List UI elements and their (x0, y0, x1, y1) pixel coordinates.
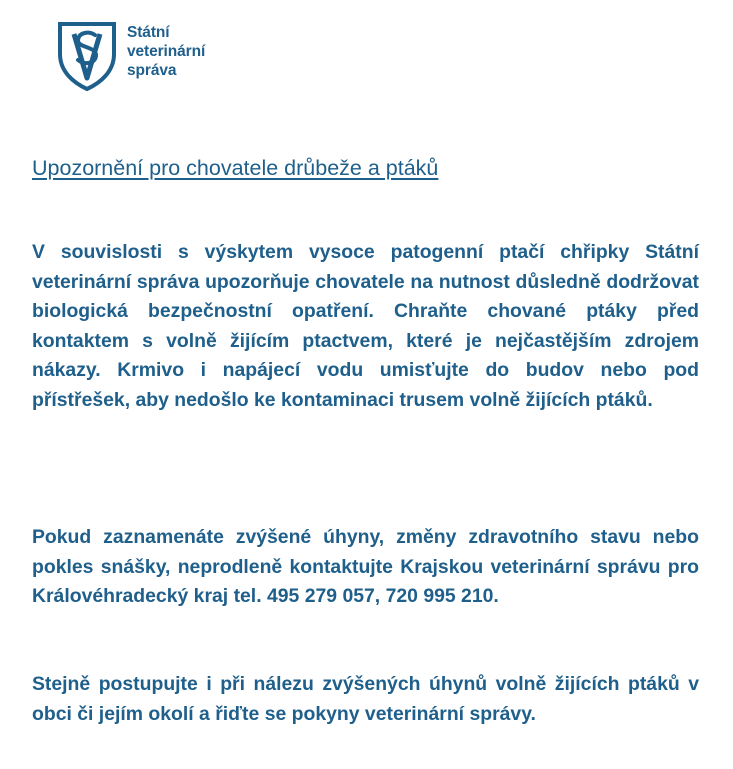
notice-paragraph-biosecurity: V souvislosti s výskytem vysoce patogenní ptačí chřipky Státní veterinární správa upozorňuje chovatele na nutnost důsledně dodržovat biologická bezpečnostní opatření. Chraňte chované ptáky před kontaktem s volně žijícím ptactvem, které je nejčastějším zdrojem nákazy. Krmivo i napájecí vodu umisťujte do budov nebo pod přístřešek, aby nedošlo ke kontaminaci trusem volně žijících ptáků. (32, 241, 699, 411)
logo-text (127, 23, 205, 80)
logo-line-1: Státní (127, 24, 170, 41)
svs-shield-emblem-icon (56, 20, 118, 92)
svs-logo (56, 20, 205, 92)
notice-title: Upozornění pro chovatele drůbeže a ptáků (32, 156, 439, 180)
notice-paragraph-wild-birds: Stejně postupujte i při nálezu zvýšených úhynů volně žijících ptáků v obci či jejím okolí a řiďte se pokyny veterinární správy. (32, 673, 699, 725)
logo-line-3: správa (127, 62, 177, 79)
notice-paragraph-contact: Pokud zaznamenáte zvýšené úhyny, změny zdravotního stavu nebo pokles snášky, neprodleně kontaktujte Krajskou veterinární správu pro Královéhradecký kraj tel. 495 279 057, 720 995 210. (32, 526, 699, 607)
logo-line-2: veterinární (127, 43, 206, 60)
